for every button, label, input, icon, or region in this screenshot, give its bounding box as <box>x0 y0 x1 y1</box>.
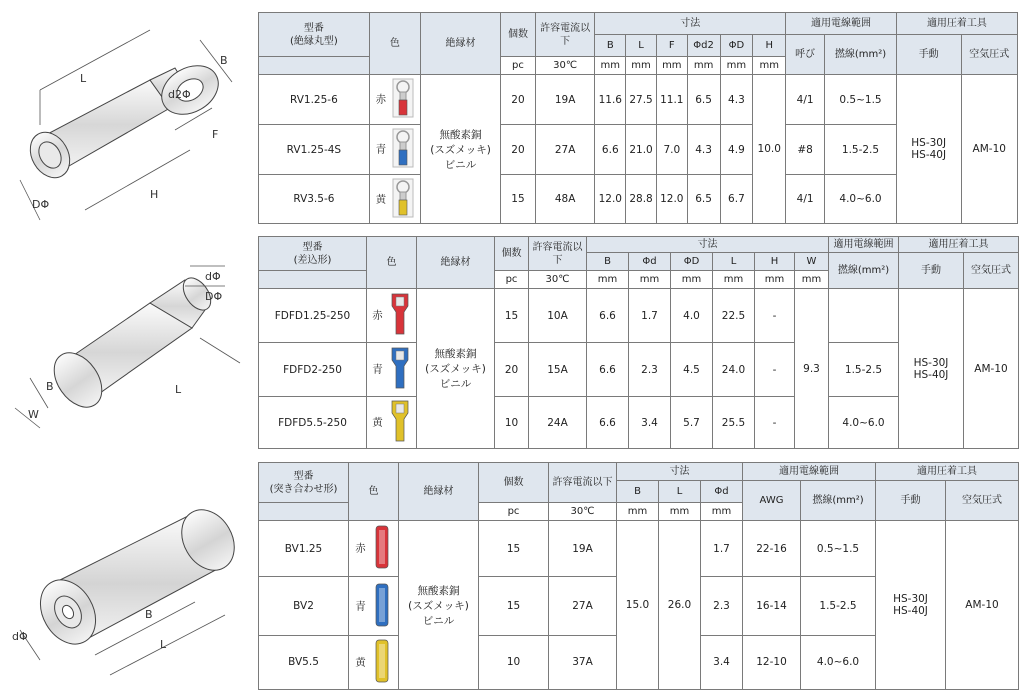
cell-wire: 1.5-2.5 <box>825 125 897 175</box>
cell-current: 48A <box>535 175 594 224</box>
cell-d: 2.3 <box>701 577 743 635</box>
cell-count: 20 <box>501 125 536 175</box>
hdr-insulation: 絶縁材 <box>417 237 495 289</box>
cell-B: 6.6 <box>587 343 629 397</box>
cell-model: BV2 <box>259 577 349 635</box>
label-d2: d2Φ <box>168 88 191 101</box>
hdr-L: L <box>713 253 755 271</box>
cell-model: BV5.5 <box>259 635 349 689</box>
cell-tool-air: AM-10 <box>946 521 1019 690</box>
unit-mm: mm <box>755 271 795 289</box>
hdr-stranded: 撚線(mm²) <box>825 35 897 75</box>
cell-wire: 1.5-2.5 <box>829 343 899 397</box>
hdr-tool: 適用圧着工具 <box>896 13 1017 35</box>
cell-d: 2.3 <box>629 343 671 397</box>
cell-current: 19A <box>549 521 617 577</box>
cell-color: 青 <box>367 343 417 397</box>
hdr-insulation: 絶縁材 <box>399 463 479 521</box>
cell-count: 15 <box>479 577 549 635</box>
cell-L: 24.0 <box>713 343 755 397</box>
hdr-model: 型番 (差込形) <box>259 237 367 271</box>
cell-F: 12.0 <box>656 175 687 224</box>
cell-count: 20 <box>501 75 536 125</box>
cell-L: 28.8 <box>626 175 657 224</box>
cell-D: 4.5 <box>671 343 713 397</box>
table-row <box>259 75 1018 125</box>
label-B: B <box>145 608 153 621</box>
cell-tool-manual: HS-30J HS-40J <box>876 521 946 690</box>
terminal-thumbnail-icon <box>372 582 392 631</box>
hdr-F: F <box>656 35 687 57</box>
hdr-L: L <box>626 35 657 57</box>
hdr-stranded: 撚線(mm²) <box>801 481 876 521</box>
unit-mm: mm <box>617 503 659 521</box>
cell-d2: 6.5 <box>687 75 720 125</box>
hdr-dims: 寸法 <box>595 13 786 35</box>
label-L: L <box>80 72 87 85</box>
hdr-count: 個数 <box>479 463 549 503</box>
terminal-thumbnail-icon <box>392 78 414 121</box>
hdr-wire-range: 適用電線範囲 <box>786 13 897 35</box>
cell-d: 1.7 <box>629 289 671 343</box>
label-L: L <box>175 383 182 396</box>
hdr-count: 個数 <box>495 237 529 271</box>
terminal-thumbnail-icon <box>389 399 411 446</box>
terminal-thumbnail-icon <box>389 292 411 339</box>
cell-H: - <box>755 343 795 397</box>
cell-d2: 6.5 <box>687 175 720 224</box>
unit-mm: mm <box>629 271 671 289</box>
unit-mm: mm <box>587 271 629 289</box>
cell-B: 6.6 <box>595 125 626 175</box>
cell-W: 9.3 <box>795 289 829 449</box>
hdr-d: Φd <box>629 253 671 271</box>
cell-tool-air: AM-10 <box>964 289 1019 449</box>
hdr-D: ΦD <box>671 253 713 271</box>
hdr-size: 呼び <box>786 35 825 75</box>
label-F: F <box>212 128 219 141</box>
label-W: W <box>28 408 39 421</box>
cell-H: 10.0 <box>753 75 786 224</box>
cell-insulation: 無酸素銅 (スズメッキ) ビニル <box>417 289 495 449</box>
cell-d2: 4.3 <box>687 125 720 175</box>
cell-wire <box>829 289 899 343</box>
cell-B: 6.6 <box>587 397 629 449</box>
cell-count: 15 <box>495 289 529 343</box>
cell-count: 20 <box>495 343 529 397</box>
hdr-color: 色 <box>367 237 417 289</box>
cell-color: 青 <box>369 125 420 175</box>
hdr-model-blank <box>259 271 367 289</box>
hdr-dims: 寸法 <box>587 237 829 253</box>
cell-H: - <box>755 397 795 449</box>
label-D: DΦ <box>32 198 50 211</box>
cell-L: 21.0 <box>626 125 657 175</box>
cell-L: 25.5 <box>713 397 755 449</box>
cell-current: 19A <box>535 75 594 125</box>
label-d: dΦ <box>205 270 221 283</box>
cell-wire: 4.0~6.0 <box>825 175 897 224</box>
unit-temp: 30℃ <box>549 503 617 521</box>
cell-B: 15.0 <box>617 521 659 690</box>
cell-color: 赤 <box>367 289 417 343</box>
cell-current: 27A <box>549 577 617 635</box>
hdr-D: ΦD <box>720 35 753 57</box>
cell-awg: 16-14 <box>743 577 801 635</box>
unit-mm: mm <box>626 57 657 75</box>
cell-tool-manual: HS-30J HS-40J <box>899 289 964 449</box>
unit-mm: mm <box>687 57 720 75</box>
cell-d: 1.7 <box>701 521 743 577</box>
cell-color: 黄 <box>349 635 399 689</box>
cell-d: 3.4 <box>701 635 743 689</box>
hdr-model-blank <box>259 503 349 521</box>
unit-mm: mm <box>659 503 701 521</box>
cell-L: 27.5 <box>626 75 657 125</box>
cell-wire: 1.5-2.5 <box>801 577 876 635</box>
butt-splice-drawing <box>0 490 250 690</box>
cell-B: 12.0 <box>595 175 626 224</box>
hdr-air: 空気圧式 <box>961 35 1018 75</box>
hdr-manual: 手動 <box>876 481 946 521</box>
unit-mm: mm <box>713 271 755 289</box>
cell-wire: 4.0~6.0 <box>801 635 876 689</box>
cell-B: 6.6 <box>587 289 629 343</box>
cell-current: 24A <box>529 397 587 449</box>
unit-mm: mm <box>656 57 687 75</box>
unit-mm: mm <box>701 503 743 521</box>
cell-color: 黄 <box>367 397 417 449</box>
hdr-model-blank <box>259 57 370 75</box>
cell-tool-air: AM-10 <box>961 75 1018 224</box>
hdr-manual: 手動 <box>899 253 964 289</box>
cell-current: 10A <box>529 289 587 343</box>
cell-insulation: 無酸素銅 (スズメッキ) ビニル <box>399 521 479 690</box>
cell-count: 10 <box>479 635 549 689</box>
cell-F: 11.1 <box>656 75 687 125</box>
cell-F: 7.0 <box>656 125 687 175</box>
hdr-current: 許容電流以下 <box>549 463 617 503</box>
bv-spec-table <box>258 462 1019 690</box>
unit-mm: mm <box>795 271 829 289</box>
cell-tool-manual: HS-30J HS-40J <box>896 75 961 224</box>
hdr-air: 空気圧式 <box>964 253 1019 289</box>
cell-count: 15 <box>479 521 549 577</box>
hdr-count: 個数 <box>501 13 536 57</box>
unit-temp: 30℃ <box>529 271 587 289</box>
cell-count: 15 <box>501 175 536 224</box>
hdr-model: 型番 (突き合わせ形) <box>259 463 349 503</box>
terminal-thumbnail-icon <box>392 178 414 221</box>
hdr-color: 色 <box>369 13 420 75</box>
hdr-air: 空気圧式 <box>946 481 1019 521</box>
cell-awg: 22-16 <box>743 521 801 577</box>
label-H: H <box>150 188 159 201</box>
female-disconnect-drawing <box>0 258 250 448</box>
cell-size: #8 <box>786 125 825 175</box>
hdr-B: B <box>617 481 659 503</box>
hdr-color: 色 <box>349 463 399 521</box>
unit-pc: pc <box>495 271 529 289</box>
cell-color: 黄 <box>369 175 420 224</box>
hdr-wire-range: 適用電線範囲 <box>743 463 876 481</box>
cell-wire: 0.5~1.5 <box>801 521 876 577</box>
unit-temp: 30℃ <box>535 57 594 75</box>
hdr-W: W <box>795 253 829 271</box>
cell-awg: 12-10 <box>743 635 801 689</box>
terminal-thumbnail-icon <box>372 524 392 573</box>
terminal-thumbnail-icon <box>372 638 392 687</box>
cell-insulation: 無酸素銅 (スズメッキ) ビニル <box>421 75 501 224</box>
cell-current: 37A <box>549 635 617 689</box>
cell-D: 4.0 <box>671 289 713 343</box>
label-B: B <box>46 380 54 393</box>
label-L: L <box>160 638 167 651</box>
cell-model: RV3.5-6 <box>259 175 370 224</box>
cell-model: FDFD2-250 <box>259 343 367 397</box>
cell-wire: 4.0~6.0 <box>829 397 899 449</box>
cell-size: 4/1 <box>786 175 825 224</box>
terminal-thumbnail-icon <box>389 346 411 393</box>
hdr-model: 型番 (絶縁丸型) <box>259 13 370 57</box>
hdr-awg: AWG <box>743 481 801 521</box>
unit-pc: pc <box>479 503 549 521</box>
hdr-manual: 手動 <box>896 35 961 75</box>
label-D: DΦ <box>205 290 223 303</box>
ring-spec-table <box>258 12 1018 224</box>
cell-model: FDFD1.25-250 <box>259 289 367 343</box>
hdr-tool: 適用圧着工具 <box>876 463 1019 481</box>
ring-terminal-drawing <box>0 20 250 230</box>
unit-mm: mm <box>671 271 713 289</box>
cell-current: 27A <box>535 125 594 175</box>
hdr-current: 許容電流以下 <box>529 237 587 271</box>
cell-model: FDFD5.5-250 <box>259 397 367 449</box>
hdr-dims: 寸法 <box>617 463 743 481</box>
unit-mm: mm <box>595 57 626 75</box>
cell-L: 22.5 <box>713 289 755 343</box>
cell-H: - <box>755 289 795 343</box>
hdr-tool: 適用圧着工具 <box>899 237 1019 253</box>
cell-L: 26.0 <box>659 521 701 690</box>
table-row <box>259 289 1019 343</box>
cell-current: 15A <box>529 343 587 397</box>
cell-D: 5.7 <box>671 397 713 449</box>
cell-color: 赤 <box>369 75 420 125</box>
cell-color: 赤 <box>349 521 399 577</box>
hdr-B: B <box>595 35 626 57</box>
hdr-insulation: 絶縁材 <box>421 13 501 75</box>
cell-d: 3.4 <box>629 397 671 449</box>
hdr-d: Φd <box>701 481 743 503</box>
hdr-wire-range: 適用電線範囲 <box>829 237 899 253</box>
hdr-L: L <box>659 481 701 503</box>
cell-D: 4.3 <box>720 75 753 125</box>
hdr-current: 許容電流以下 <box>535 13 594 57</box>
cell-color: 青 <box>349 577 399 635</box>
hdr-d2: Φd2 <box>687 35 720 57</box>
unit-mm: mm <box>720 57 753 75</box>
cell-model: RV1.25-4S <box>259 125 370 175</box>
fdfd-spec-table <box>258 236 1019 449</box>
hdr-B: B <box>587 253 629 271</box>
unit-pc: pc <box>501 57 536 75</box>
cell-D: 4.9 <box>720 125 753 175</box>
table-row <box>259 521 1019 577</box>
cell-size: 4/1 <box>786 75 825 125</box>
terminal-thumbnail-icon <box>392 128 414 171</box>
cell-model: BV1.25 <box>259 521 349 577</box>
unit-mm: mm <box>753 57 786 75</box>
hdr-H: H <box>753 35 786 57</box>
cell-wire: 0.5~1.5 <box>825 75 897 125</box>
hdr-stranded: 撚線(mm²) <box>829 253 899 289</box>
cell-B: 11.6 <box>595 75 626 125</box>
cell-model: RV1.25-6 <box>259 75 370 125</box>
label-B: B <box>220 54 228 67</box>
label-d: dΦ <box>12 630 28 643</box>
cell-count: 10 <box>495 397 529 449</box>
cell-D: 6.7 <box>720 175 753 224</box>
hdr-H: H <box>755 253 795 271</box>
